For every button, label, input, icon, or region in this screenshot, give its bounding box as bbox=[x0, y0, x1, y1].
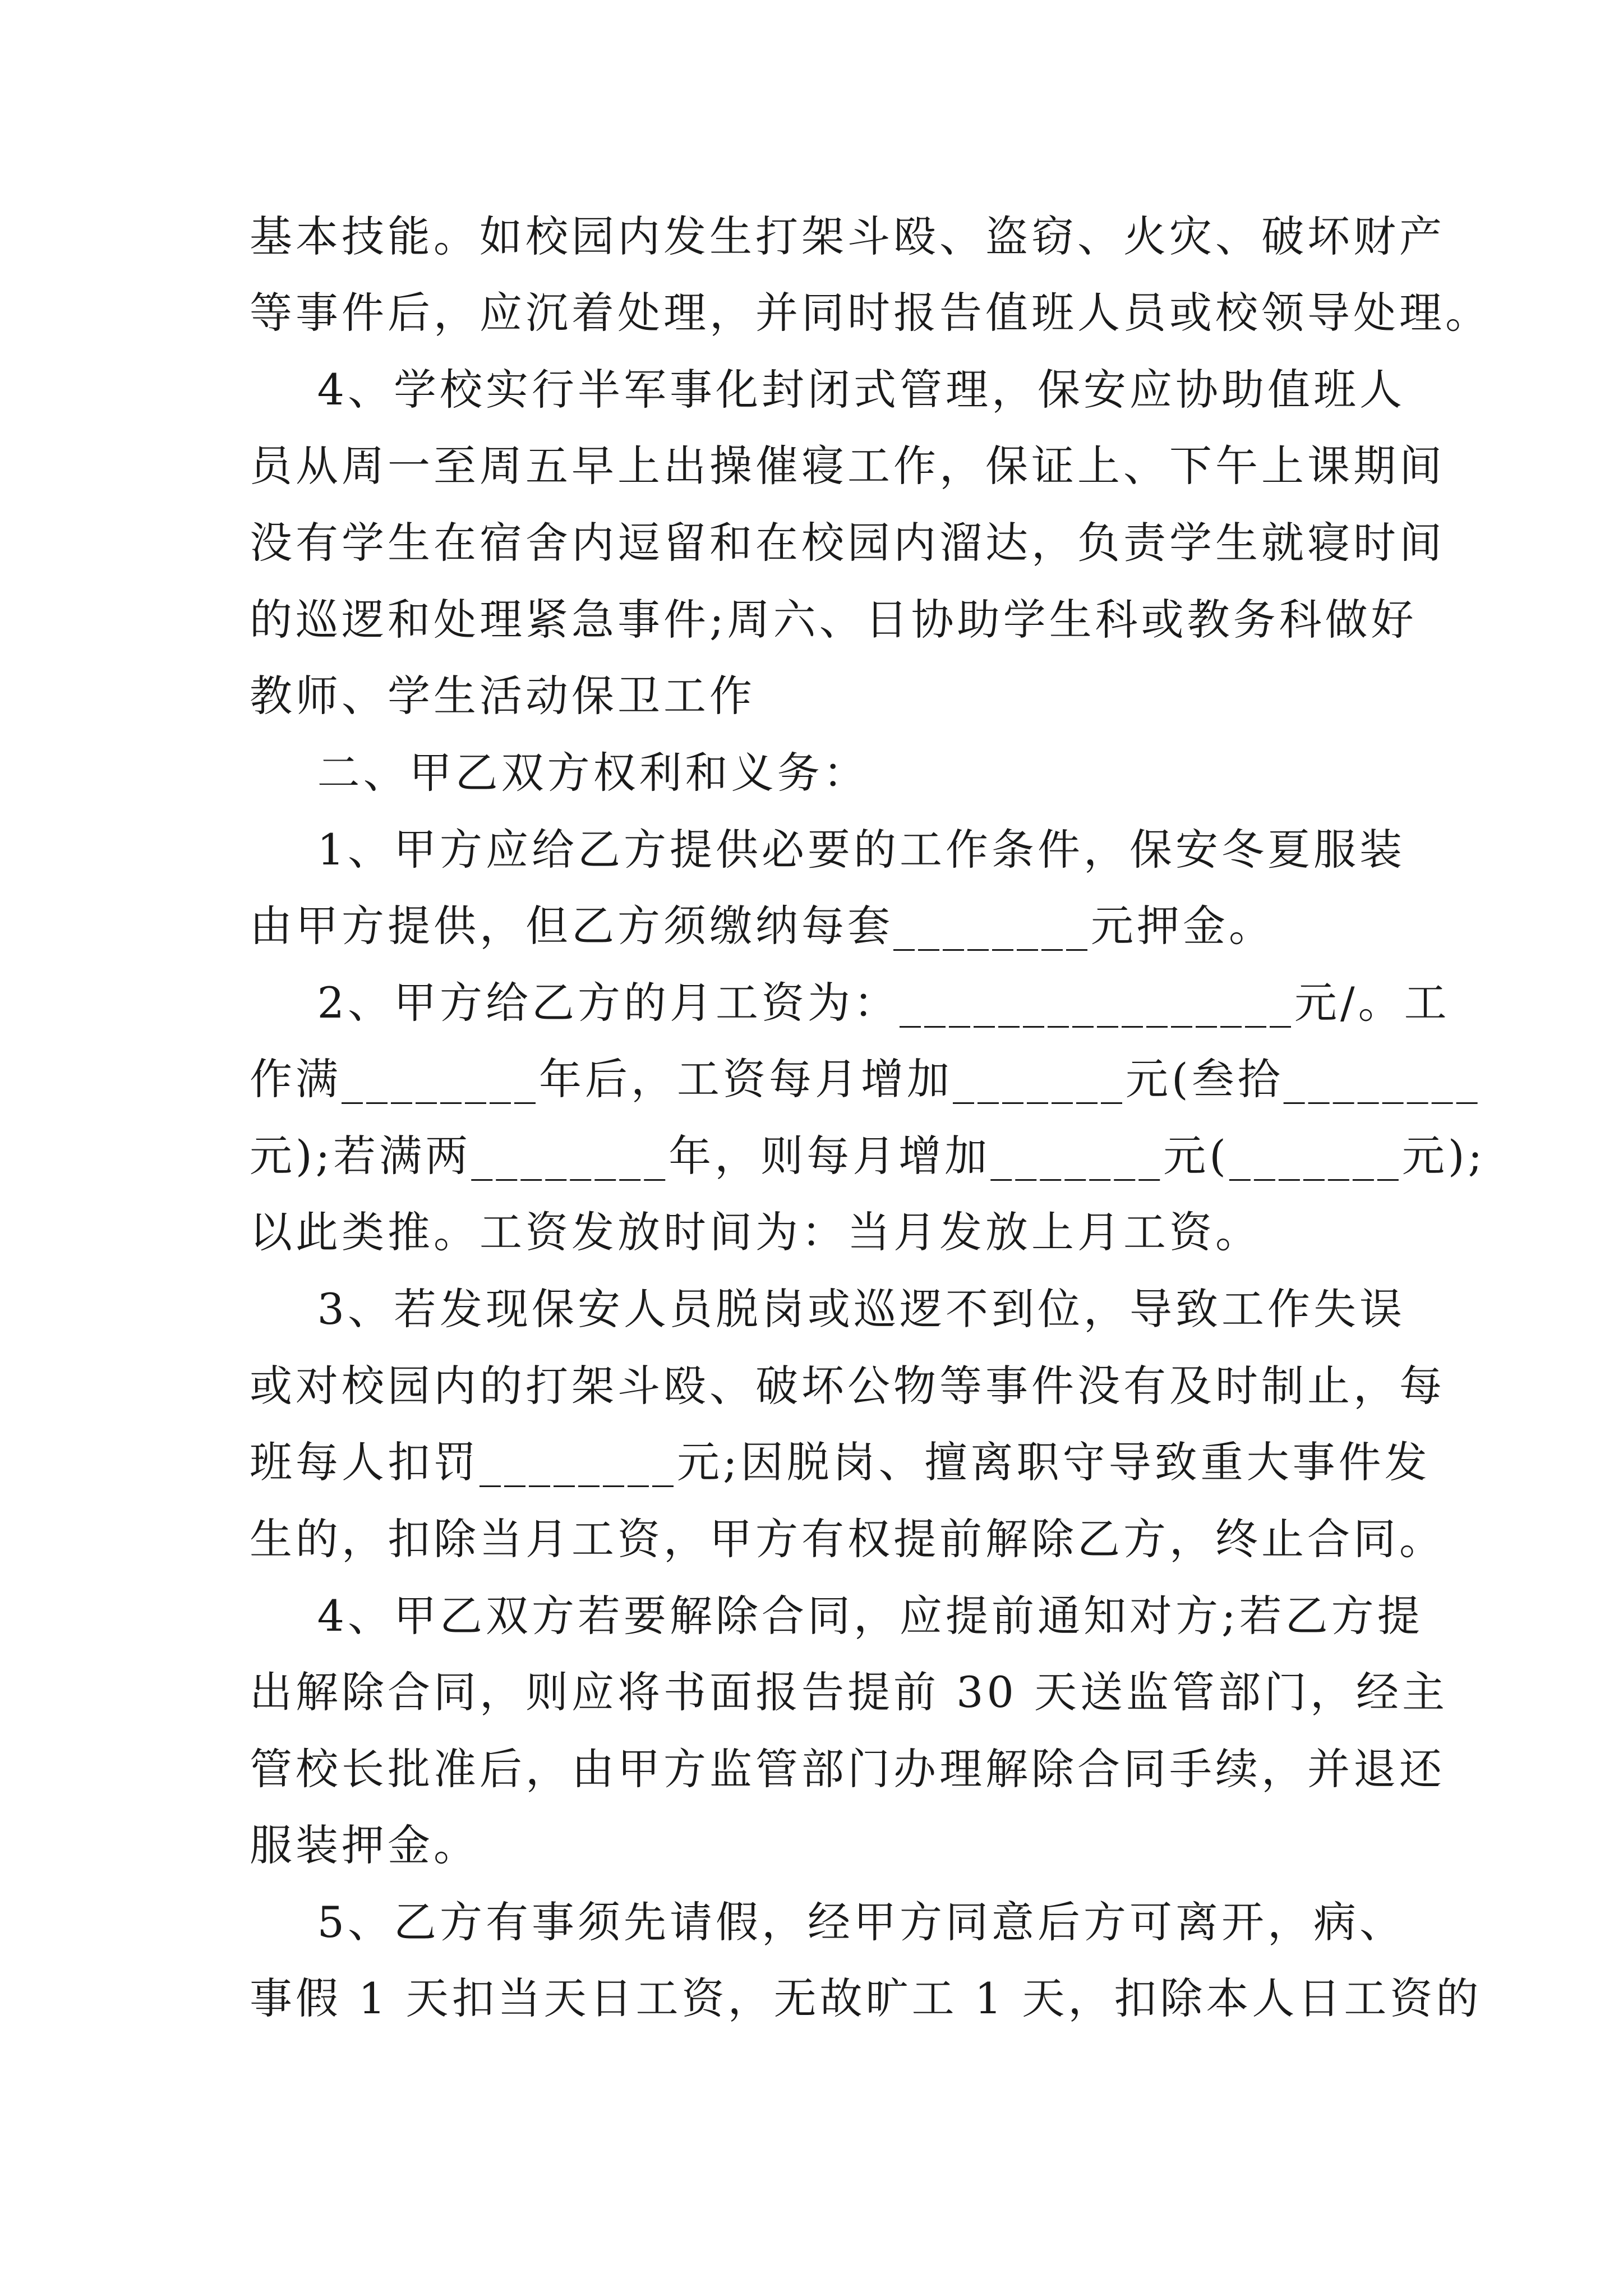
text-line: 基本技能。如校园内发生打架斗殴、盗窃、火灾、破坏财产 bbox=[250, 211, 1445, 261]
text-line: 出解除合同，则应将书面报告提前 30 天送监管部门，经主 bbox=[250, 1667, 1449, 1717]
text-line: 2、甲方给乙方的月工资为：________________元/。工 bbox=[250, 978, 1450, 1028]
text-line: 5、乙方有事须先请假，经甲方同意后方可离开，病、 bbox=[250, 1897, 1405, 1947]
text-line: 班每人扣罚________元;因脱岗、擅离职守导致重大事件发 bbox=[250, 1437, 1431, 1487]
text-line: 事假 1 天扣当天日工资，无故旷工 1 天，扣除本人日工资的 bbox=[250, 1973, 1482, 2023]
text-line: 4、学校实行半军事化封闭式管理，保安应协助值班人 bbox=[250, 365, 1405, 415]
text-line: 员从周一至周五早上出操催寝工作，保证上、下午上课期间 bbox=[250, 441, 1445, 491]
text-line: 服装押金。 bbox=[250, 1820, 479, 1870]
text-line: 的巡逻和处理紧急事件;周六、日协助学生科或教务科做好 bbox=[250, 595, 1417, 645]
section-heading: 二、甲乙双方权利和义务： bbox=[250, 748, 869, 798]
text-line: 作满________年后，工资每月增加_______元(叁拾________ bbox=[250, 1054, 1481, 1104]
text-line: 没有学生在宿舍内逗留和在校园内溜达，负责学生就寝时间 bbox=[250, 518, 1445, 568]
text-line: 等事件后，应沉着处理，并同时报告值班人员或校领导处理。 bbox=[250, 288, 1491, 338]
text-line: 由甲方提供，但乙方须缴纳每套________元押金。 bbox=[250, 901, 1275, 951]
text-line: 3、若发现保安人员脱岗或巡逻不到位，导致工作失误 bbox=[250, 1284, 1405, 1334]
text-line: 管校长批准后，由甲方监管部门办理解除合同手续，并退还 bbox=[250, 1744, 1445, 1794]
text-line: 1、甲方应给乙方提供必要的工作条件，保安冬夏服装 bbox=[250, 825, 1405, 875]
text-line: 教师、学生活动保卫工作 bbox=[250, 671, 755, 721]
text-line: 4、甲乙双方若要解除合同，应提前通知对方;若乙方提 bbox=[250, 1591, 1423, 1641]
text-line: 或对校园内的打架斗殴、破坏公物等事件没有及时制止，每 bbox=[250, 1361, 1445, 1411]
text-line: 元);若满两________年，则每月增加_______元(_______元); bbox=[250, 1131, 1486, 1181]
text-line: 以此类推。工资发放时间为：当月发放上月工资。 bbox=[250, 1207, 1261, 1257]
text-line: 生的，扣除当月工资，甲方有权提前解除乙方，终止合同。 bbox=[250, 1514, 1445, 1564]
